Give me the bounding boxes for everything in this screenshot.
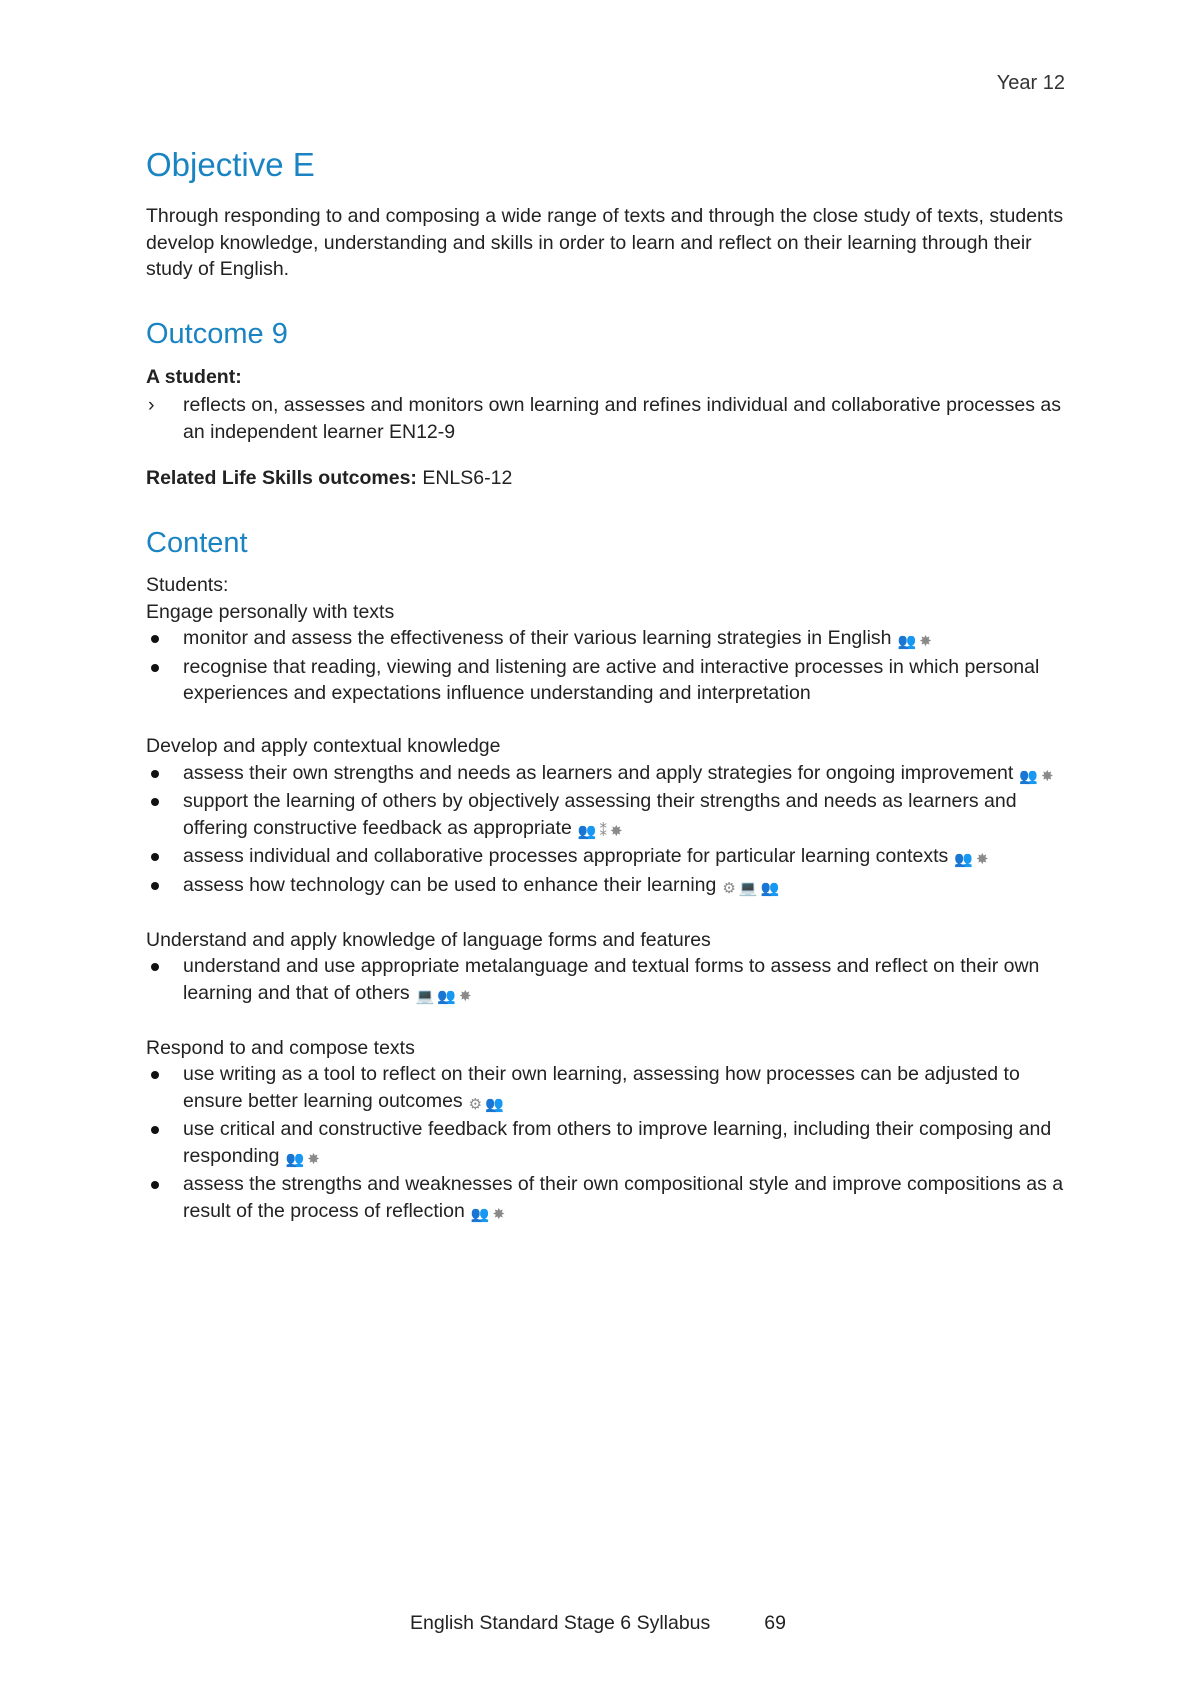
content-list bbox=[146, 1061, 1066, 1226]
content-group-heading: Develop and apply contextual knowledge bbox=[146, 735, 501, 757]
outcome-item bbox=[146, 392, 1066, 445]
work-enterprise-icon: ⚙ bbox=[468, 1095, 483, 1113]
content-groups bbox=[146, 599, 1066, 1227]
content-title: Content bbox=[146, 527, 248, 559]
content-group bbox=[146, 1035, 1066, 1227]
personal-social-icon: 👥 bbox=[954, 851, 973, 868]
list-item-text: understand and use appropriate metalanguage and textual forms to assess and reflect on their own learning and that of others bbox=[183, 955, 1040, 1004]
critical-thinking-icon: ✸ bbox=[307, 1150, 320, 1168]
personal-social-icon: 👥 bbox=[897, 633, 917, 650]
content-group-heading: Understand and apply knowledge of language forms and features bbox=[146, 928, 711, 951]
personal-social-icon: 👥 bbox=[760, 879, 780, 897]
learning-icons bbox=[286, 1145, 323, 1172]
bullet-icon bbox=[151, 798, 159, 806]
list-item bbox=[146, 625, 1066, 654]
personal-social-icon: 👥 bbox=[285, 1150, 305, 1168]
content-list bbox=[146, 625, 1066, 707]
learning-icons bbox=[898, 627, 935, 654]
content-group-heading: Respond to and compose texts bbox=[146, 1036, 415, 1059]
bullet-icon bbox=[151, 853, 159, 861]
learning-icons bbox=[416, 982, 475, 1009]
footer-doc-title: English Standard Stage 6 Syllabus bbox=[410, 1612, 711, 1634]
objective-title: Objective E bbox=[146, 146, 315, 183]
list-item bbox=[146, 654, 1066, 707]
chevron-right-icon: › bbox=[148, 394, 155, 416]
bullet-icon bbox=[151, 635, 159, 643]
learning-icons bbox=[1019, 762, 1056, 789]
content-group-heading: Engage personally with texts bbox=[146, 600, 395, 623]
learning-icons bbox=[578, 817, 626, 844]
list-item bbox=[146, 1061, 1066, 1116]
list-item-text: use writing as a tool to reflect on their own learning, assessing how processes can be adjusted to ensure better learning outcomes bbox=[183, 1063, 1020, 1112]
content-list bbox=[146, 953, 1066, 1008]
content-intro: Students: bbox=[146, 574, 229, 596]
critical-thinking-icon: ✸ bbox=[1041, 767, 1054, 785]
content-group bbox=[146, 927, 1066, 1009]
content-body bbox=[146, 572, 1066, 1253]
personal-social-icon: 👥 bbox=[470, 1205, 490, 1223]
list-item-text: assess how technology can be used to enhance their learning bbox=[183, 873, 717, 896]
list-item bbox=[146, 1171, 1066, 1226]
bullet-icon bbox=[151, 770, 159, 778]
outcome-title: Outcome 9 bbox=[146, 318, 288, 350]
list-item bbox=[146, 953, 1066, 1008]
page-footer bbox=[410, 1612, 786, 1635]
bullet-icon bbox=[151, 963, 159, 971]
bullet-icon bbox=[151, 664, 159, 672]
content-group bbox=[146, 599, 1066, 707]
bullet-icon bbox=[151, 1126, 159, 1134]
list-item bbox=[146, 760, 1066, 789]
list-item-text: assess the strengths and weaknesses of their own compositional style and improve compositions as a result of the process of reflection bbox=[183, 1173, 1064, 1222]
critical-thinking-icon: ✸ bbox=[458, 987, 472, 1005]
objective-description: Through responding to and composing a wide range of texts and through the close study of texts, students develop knowledge, understanding and skills in order to learn and reflect on their learning through their study of English. bbox=[146, 205, 1064, 280]
ethical-understanding-icon: ⁑ bbox=[599, 822, 607, 840]
learning-icons bbox=[722, 874, 782, 901]
personal-social-icon: 👥 bbox=[1019, 767, 1038, 785]
work-enterprise-icon: ⚙ bbox=[722, 879, 736, 897]
page-number: 69 bbox=[764, 1612, 786, 1634]
list-item-text: monitor and assess the effectiveness of their various learning strategies in English bbox=[183, 627, 892, 649]
ict-icon: 💻 bbox=[738, 879, 758, 897]
personal-social-icon: 👥 bbox=[485, 1095, 504, 1113]
list-item-text: assess individual and collaborative processes appropriate for particular learning contexts bbox=[183, 845, 949, 867]
outcome-list bbox=[146, 392, 1066, 445]
content-group bbox=[146, 733, 1066, 900]
bullet-icon bbox=[151, 1071, 159, 1079]
learning-icons bbox=[471, 1200, 508, 1227]
critical-thinking-icon: ✸ bbox=[975, 851, 989, 868]
list-item bbox=[146, 843, 1066, 872]
learning-icons bbox=[954, 845, 991, 872]
related-label: Related Life Skills outcomes: bbox=[146, 467, 417, 489]
bullet-icon bbox=[151, 1181, 159, 1189]
student-label: A student: bbox=[146, 366, 242, 388]
outcome-item-text: reflects on, assesses and monitors own learning and refines individual and collaborative processes as an independent learner EN12-9 bbox=[183, 394, 1061, 443]
list-item bbox=[146, 872, 1066, 901]
list-item-text: support the learning of others by objectively assessing their strengths and needs as learners and offering constructive feedback as appropriate bbox=[183, 790, 1017, 839]
critical-thinking-icon: ✸ bbox=[609, 822, 623, 840]
learning-icons bbox=[469, 1090, 507, 1117]
personal-social-icon: 👥 bbox=[437, 987, 456, 1005]
related-life-skills bbox=[146, 467, 512, 490]
list-item-text: assess their own strengths and needs as learners and apply strategies for ongoing improvement bbox=[183, 761, 1014, 784]
running-header: Year 12 bbox=[996, 72, 1065, 94]
critical-thinking-icon: ✸ bbox=[492, 1205, 506, 1223]
ict-icon: 💻 bbox=[415, 987, 435, 1005]
content-list bbox=[146, 760, 1066, 901]
related-value: ENLS6-12 bbox=[416, 467, 513, 489]
critical-thinking-icon: ✸ bbox=[919, 633, 932, 650]
list-item-text: recognise that reading, viewing and listening are active and interactive processes in which personal experiences and expectations influence understanding and interpretation bbox=[183, 655, 1040, 704]
personal-social-icon: 👥 bbox=[577, 822, 597, 840]
list-item bbox=[146, 1116, 1066, 1171]
list-item-text: use critical and constructive feedback from others to improve learning, including their composing and responding bbox=[183, 1118, 1052, 1167]
bullet-icon bbox=[151, 882, 159, 890]
list-item bbox=[146, 788, 1066, 843]
